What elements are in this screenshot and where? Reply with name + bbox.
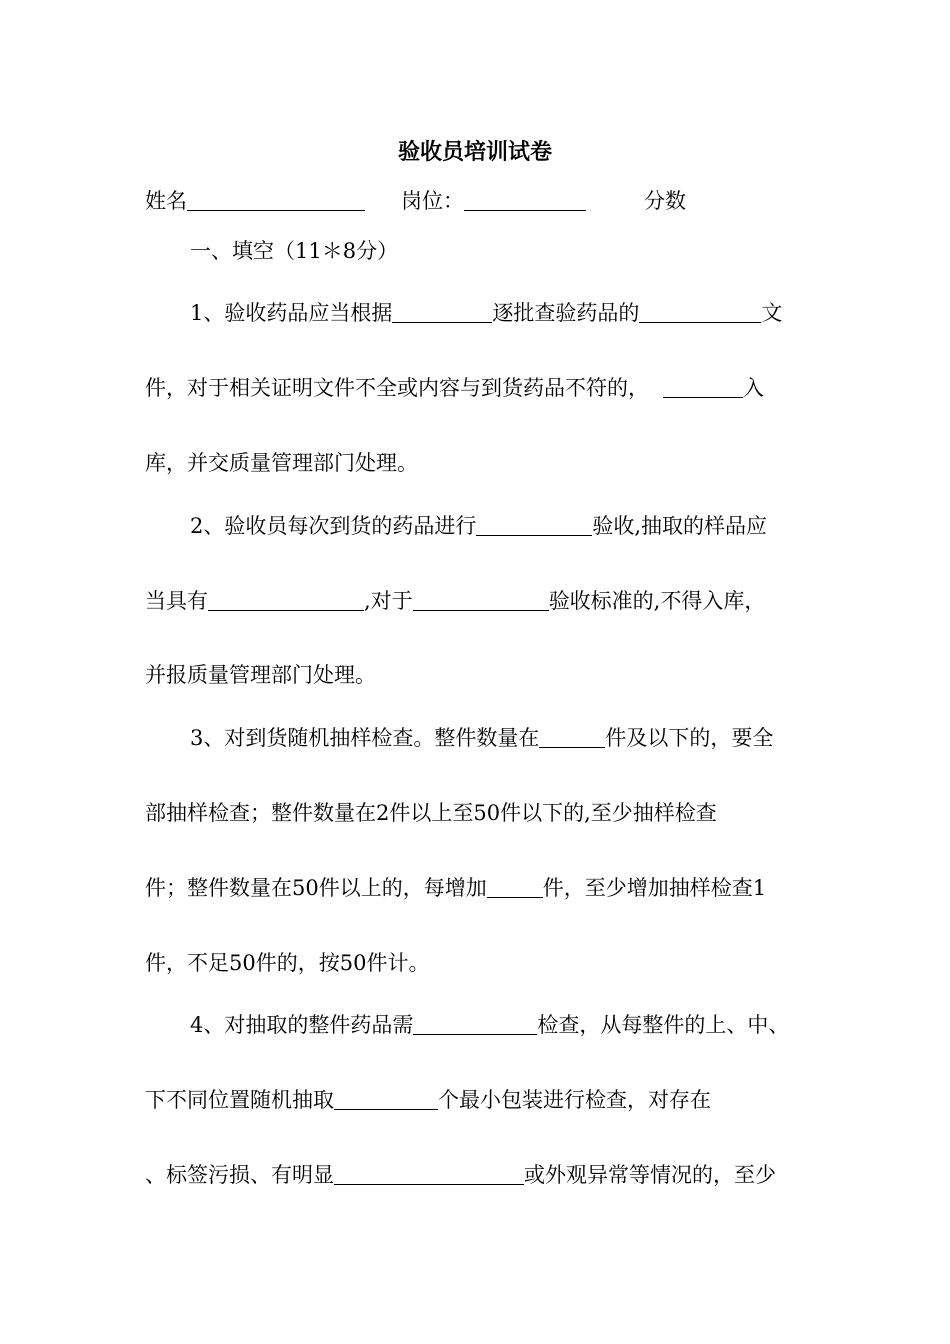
- q1-line-3: 库，并交质量管理部门处理。: [145, 451, 418, 475]
- q1-blank-1[interactable]: [392, 302, 492, 323]
- q2-line-3: 并报质量管理部门处理。: [145, 663, 376, 687]
- q3-text-d: 件；整件数量在50件以上的，每增加: [145, 876, 487, 900]
- q3-text-b: 件及以下的，要全: [605, 726, 774, 750]
- q1-text-d: 件，对于相关证明文件不全或内容与到货药品不符的，: [145, 376, 649, 400]
- q2-text-e: 验收标准的,不得入库，: [548, 589, 766, 613]
- q4-text-c: 下不同位置随机抽取: [145, 1088, 334, 1112]
- q2-blank-1[interactable]: [476, 515, 592, 536]
- q2-text-c: 当具有: [145, 589, 208, 613]
- q4-blank-2[interactable]: [334, 1089, 438, 1110]
- q2-line-1: [190, 513, 767, 539]
- section-heading: 一、填空（11＊8分）: [190, 239, 399, 263]
- q2-text-b: 验收,抽取的样品应: [592, 514, 768, 538]
- q3-line-4: 件，不足50件的，按50件计。: [145, 951, 430, 975]
- q4-blank-1[interactable]: [413, 1014, 537, 1035]
- q1-line-2: [145, 375, 764, 401]
- q4-text-a: 4、对抽取的整件药品需: [190, 1013, 414, 1037]
- q4-blank-3[interactable]: [334, 1164, 524, 1185]
- q1-text-b: 逐批查验药品的: [492, 301, 640, 325]
- q4-line-1: [190, 1012, 789, 1038]
- q1-text-a: 1、验收药品应当根据: [190, 301, 393, 325]
- q4-line-3: [145, 1162, 776, 1188]
- q1-blank-2[interactable]: [639, 302, 761, 323]
- q3-text-e: 件，至少增加抽样检查1: [542, 876, 767, 900]
- q2-line-2: [145, 588, 765, 614]
- q1-text-e: 入: [743, 376, 764, 400]
- q4-line-2: [145, 1087, 711, 1113]
- q4-text-f: 或外观异常等情况的，至少: [524, 1163, 776, 1187]
- q1-text-c: 文: [761, 301, 783, 325]
- q1-line-1: [190, 300, 782, 326]
- header-line: [145, 188, 686, 214]
- q3-line-1: [190, 725, 773, 751]
- name-blank[interactable]: [187, 190, 365, 211]
- post-blank[interactable]: [464, 190, 586, 211]
- q2-text-d: ,对于: [364, 589, 413, 613]
- q2-blank-3[interactable]: [413, 590, 549, 611]
- q3-text-a: 3、对到货随机抽样检查。整件数量在: [190, 726, 540, 750]
- q3-line-2: 部抽样检查；整件数量在2件以上至50件以下的,至少抽样检查: [145, 801, 717, 825]
- q3-line-3: [145, 875, 766, 901]
- q4-text-d: 个最小包装进行检查，对存在: [438, 1088, 711, 1112]
- q3-blank-1[interactable]: [539, 727, 605, 748]
- page-title: 验收员培训试卷: [397, 139, 552, 165]
- q4-text-e: 、标签污损、有明显: [145, 1163, 334, 1187]
- name-label: 姓名: [145, 189, 187, 213]
- post-label: 岗位：: [401, 189, 464, 213]
- q2-text-a: 2、验收员每次到货的药品进行: [190, 514, 477, 538]
- q2-blank-2[interactable]: [208, 590, 364, 611]
- q1-blank-3[interactable]: [663, 377, 743, 398]
- q4-text-b: 检查，从每整件的上、中、: [537, 1013, 790, 1037]
- q3-blank-2[interactable]: [487, 877, 543, 898]
- score-label: 分数: [644, 189, 686, 213]
